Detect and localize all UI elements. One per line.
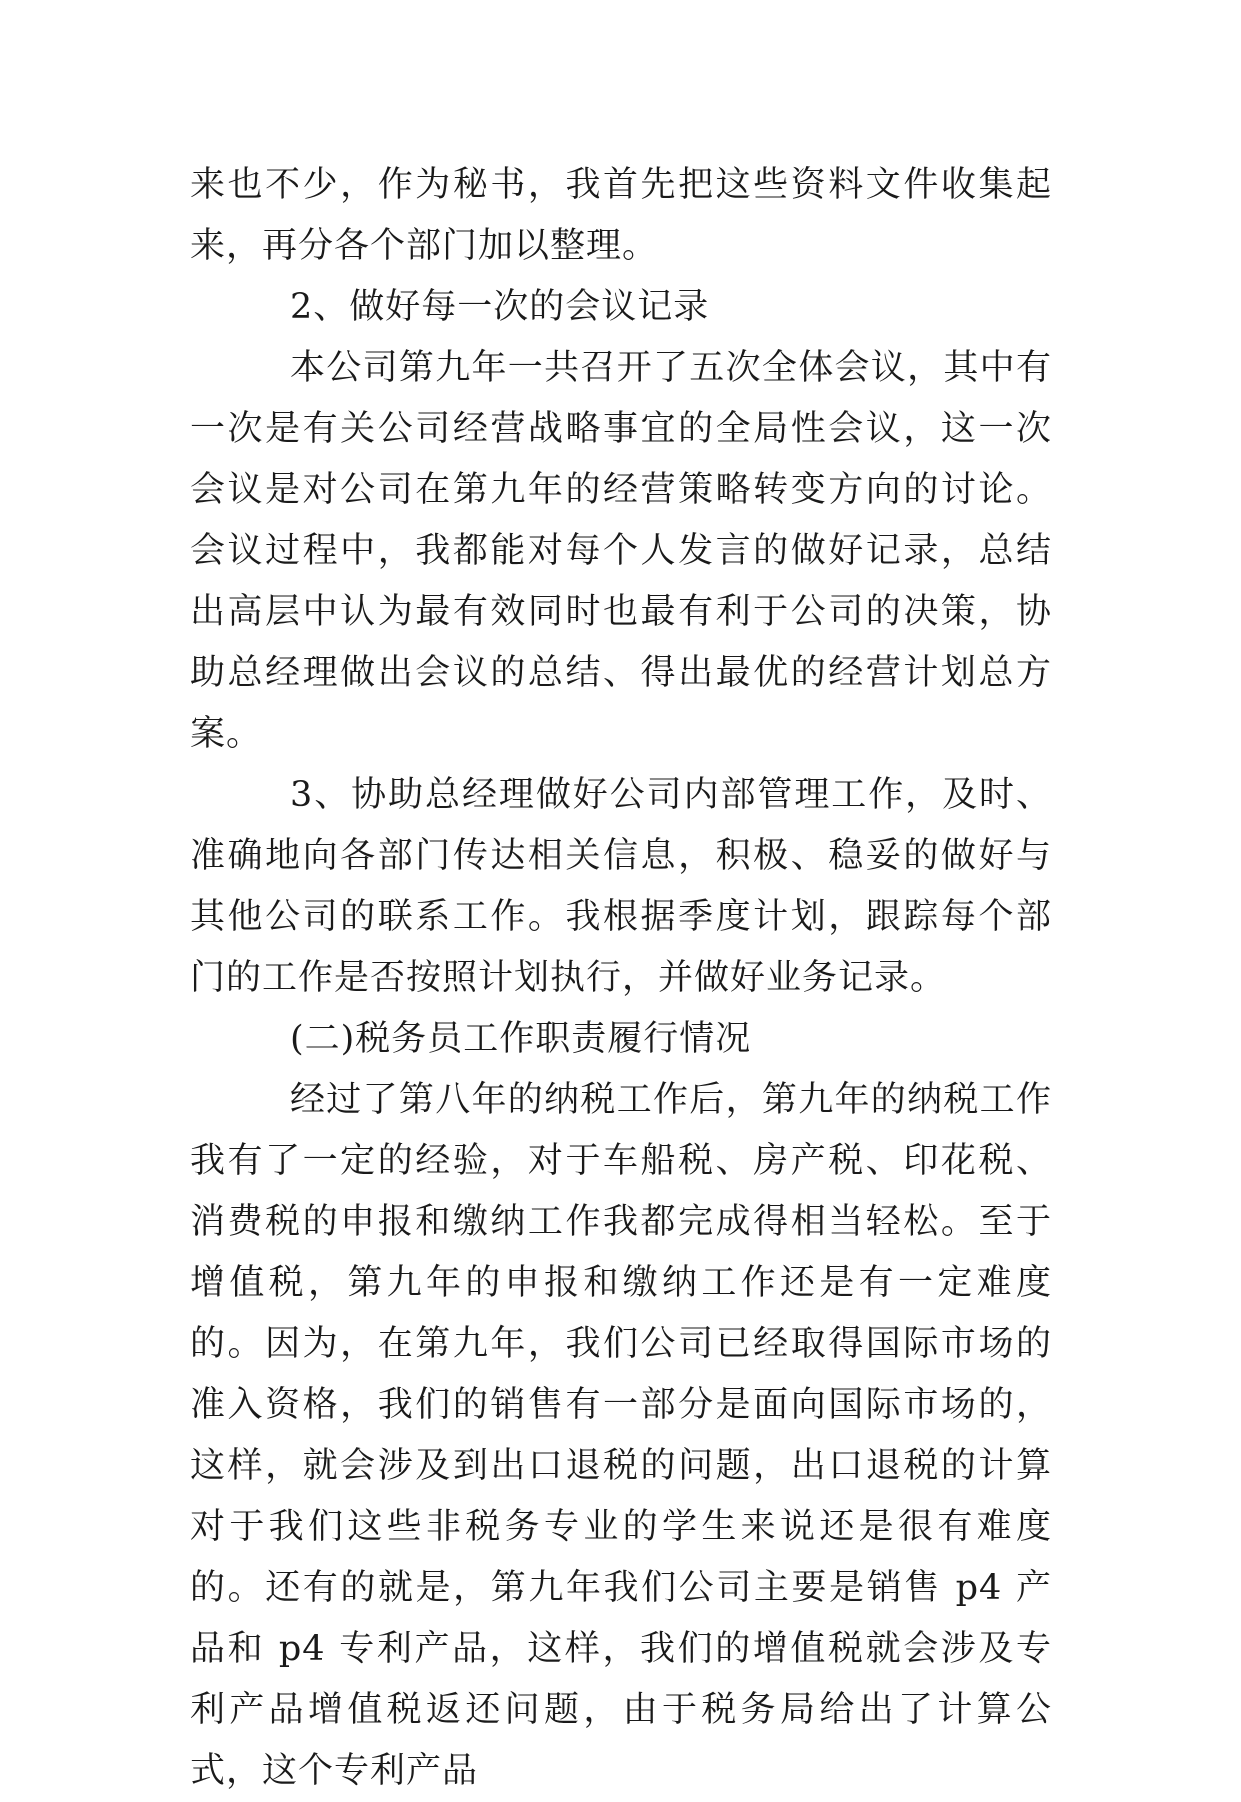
paragraph-internal-management: 3、协助总经理做好公司内部管理工作，及时、准确地向各部门传达相关信息，积极、稳妥的做好与其他公司的联系工作。我根据季度计划，跟踪每个部门的工作是否按照计划执行，并做好业务记录。 [190, 775, 1052, 998]
section-heading-tax-duties: (二)税务员工作职责履行情况 [290, 1019, 752, 1059]
paragraph-meetings: 本公司第九年一共召开了五次全体会议，其中有一次是有关公司经营战略事宜的全局性会议，这一次会议是对公司在第九年的经营策略转变方向的讨论。会议过程中，我都能对每个人发言的做好记录，总结出高层中认为最有效同时也最有利于公司的决策，协助总经理做出会议的总结、得出最优的经营计划总方案。 [190, 348, 1052, 754]
document-body [190, 155, 1052, 1802]
section-heading-meeting-records: 2、做好每一次的会议记录 [290, 287, 710, 327]
paragraph-continuation: 来也不少，作为秘书，我首先把这些资料文件收集起来，再分各个部门加以整理。 [190, 165, 1052, 266]
paragraph-tax-work: 经过了第八年的纳税工作后，第九年的纳税工作我有了一定的经验，对于车船税、房产税、印花税、消费税的申报和缴纳工作我都完成得相当轻松。至于增值税，第九年的申报和缴纳工作还是有一定难度的。因为，在第九年，我们公司已经取得国际市场的准入资格，我们的销售有一部分是面向国际市场的，这样，就会涉及到出口退税的问题，出口退税的计算对于我们这些非税务专业的学生来说还是很有难度的。还有的就是，第九年我们公司主要是销售 p4 产品和 p4 专利产品，这样，我们的增值税就会涉及专利产品增值税返还问题，由于税务局给出了计算公式，这个专利产品 [190, 1080, 1052, 1791]
